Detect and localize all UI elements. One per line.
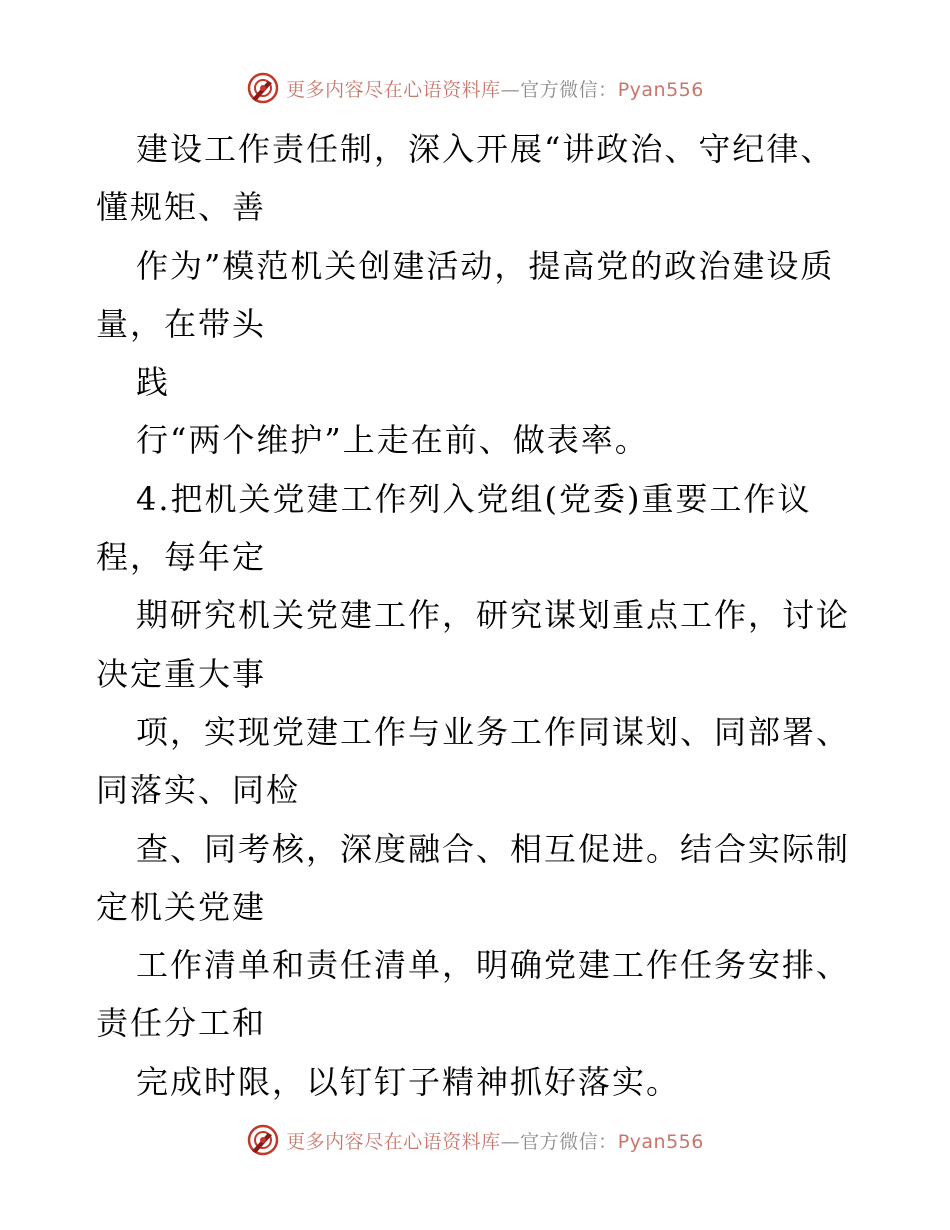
header-watermark: [0, 68, 950, 108]
text-line: 查、同考核，深度融合、相互促进。结合实际制: [136, 829, 851, 868]
watermark-main: 更多内容尽在心语资料库: [286, 78, 501, 101]
text-line: 决定重大事: [96, 654, 267, 693]
watermark-dash: —: [500, 1130, 521, 1153]
watermark-official: 官方微信：: [520, 78, 618, 101]
text-line: 践: [136, 363, 171, 402]
watermark-logo-icon: [246, 71, 280, 105]
watermark-id: Pyan556: [617, 78, 704, 101]
text-line: 同落实、同检: [96, 771, 301, 810]
text-line: 建设工作责任制，深入开展“讲政治、守纪律、: [136, 130, 835, 168]
text-line: 程，每年定: [96, 538, 267, 577]
document-body: [96, 120, 876, 1111]
text-line: 量，在带头: [96, 304, 267, 343]
text-line: 4.把机关党建工作列入党组(党委)重要工作议: [136, 479, 812, 518]
text-line: 行“两个维护”上走在前、做表率。: [136, 421, 649, 460]
watermark-text: [286, 75, 704, 102]
text-line: 工作清单和责任清单，明确党建工作任务安排、: [136, 946, 851, 985]
footer-watermark: [0, 1120, 950, 1160]
watermark-id: Pyan556: [617, 1130, 704, 1153]
text-line: 项，实现党建工作与业务工作同谋划、同部署、: [136, 712, 851, 751]
watermark-inner: [246, 71, 704, 105]
watermark-main: 更多内容尽在心语资料库: [286, 1130, 501, 1153]
text-line: 期研究机关党建工作，研究谋划重点工作，讨论: [136, 596, 851, 635]
watermark-logo-icon: [246, 1123, 280, 1157]
text-line: 责任分工和: [96, 1004, 267, 1043]
text-line: 作为”模范机关创建活动，提高党的政治建设质: [136, 246, 835, 285]
text-line: 懂规矩、善: [96, 188, 267, 227]
text-line: 定机关党建: [96, 887, 267, 926]
watermark-text: [286, 1127, 704, 1154]
watermark-dash: —: [500, 78, 521, 101]
text-line: 完成时限，以钉钉子精神抓好落实。: [136, 1062, 681, 1101]
watermark-inner: [246, 1123, 704, 1157]
watermark-official: 官方微信：: [520, 1130, 618, 1153]
